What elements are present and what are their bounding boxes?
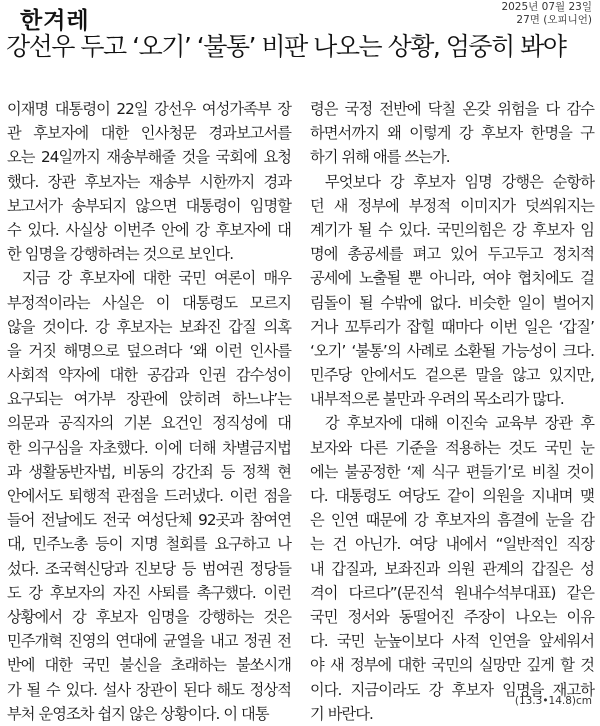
article-line: 명에 총공세를 펴고 있어 두고두고 정치적 bbox=[310, 245, 594, 264]
article-line: 반에 대한 국민 불신을 초래하는 불쏘시개 bbox=[7, 656, 291, 675]
article-line: 도 강 후보자의 자진 사퇴를 촉구했다. 이런 bbox=[7, 583, 291, 602]
article-line: 과 생활동반자법, 비동의 강간죄 등 정책 현 bbox=[7, 462, 291, 481]
article-line: 이다. 지금이라도 강 후보자 임명을 재고하 bbox=[310, 680, 594, 699]
article-line: 오는 24일까지 재송부해줄 것을 국회에 요청 bbox=[7, 148, 291, 167]
article-line: 던 새 정부에 부정적 이미지가 덧씌워지는 bbox=[310, 196, 594, 215]
article-line: 의문과 공직자의 기본 요건인 정직성에 대 bbox=[7, 414, 291, 433]
article-line: 부정적이라는 사실은 이 대통령도 모르지 bbox=[7, 293, 291, 312]
article-line: 지금 강 후보자에 대한 국민 여론이 매우 bbox=[22, 269, 291, 288]
article-line: 한 임명을 강행하려는 것으로 보인다. bbox=[7, 245, 234, 264]
article-line: 했다. 장관 후보자는 재송부 시한까지 경과 bbox=[7, 172, 291, 191]
article-line: 한 의구심을 자초했다. 이에 더해 차별금지법 bbox=[7, 438, 291, 457]
article-line: 에는 불공정한 ‘제 식구 편들기’로 비칠 것이 bbox=[310, 462, 594, 481]
article-line: 내부적으론 불만과 우려의 목소리가 많다. bbox=[310, 390, 564, 409]
article-line: 사회적 약자에 대한 공감과 인권 감수성이 bbox=[7, 366, 291, 385]
article-line: 상황에서 강 후보자 임명을 강행하는 것은 bbox=[7, 607, 291, 626]
publish-date: 2025년 07월 23일 bbox=[501, 1, 592, 13]
article-line: 무엇보다 강 후보자 임명 강행은 순항하 bbox=[325, 172, 594, 191]
article-line: 대, 민주노총 등이 지명 철회를 요구하고 나 bbox=[7, 535, 291, 554]
article-column-right bbox=[310, 97, 594, 726]
article-line: 가 될 수 있다. 설사 장관이 된다 해도 정상적 bbox=[7, 680, 291, 699]
article-line: 다. 대통령도 여당도 같이 의원을 지내며 맺 bbox=[310, 487, 594, 505]
article-line: 격이 다르다”(문진석 원내수석부대표) 같은 bbox=[310, 583, 594, 602]
article-line: 수 있다. 사실상 이번주 안에 강 후보자에 대 bbox=[7, 220, 291, 239]
clipping-size-note: (13.3•14.8)cm bbox=[514, 695, 592, 707]
article-line: 야 새 정부에 대한 국민의 실망만 깊게 할 것 bbox=[310, 656, 594, 675]
page-section: 27면 (오피니언) bbox=[516, 14, 592, 26]
article-line: 공세에 노출될 뿐 아니라, 여야 협치에도 걸 bbox=[310, 269, 594, 288]
article-line: 기 바란다. bbox=[310, 704, 373, 723]
article-line: 않을 것이다. 강 후보자는 보좌진 갑질 의혹 bbox=[7, 317, 291, 336]
article-line: 다. 국민 눈높이보다 사적 인연을 앞세워서 bbox=[310, 632, 594, 651]
article-line: 부처 운영조차 쉽지 않은 상황이다. 이 대통 bbox=[7, 704, 269, 723]
dateline bbox=[501, 1, 592, 27]
article-line: 림돌이 될 수밖에 없다. 비슷한 일이 벌어지 bbox=[310, 293, 594, 312]
article-line: 강 후보자에 대해 이진숙 교육부 장관 후 bbox=[325, 414, 594, 433]
article-line: 하면서까지 왜 이렇게 강 후보자 한명을 구 bbox=[310, 124, 594, 143]
article-line: 섰다. 조국혁신당과 진보당 등 범여권 정당들 bbox=[7, 559, 291, 578]
article-line: 계기가 될 수 있다. 국민의힘은 강 후보자 임 bbox=[310, 220, 594, 239]
article-line: 관 후보자에 대한 인사청문 경과보고서를 bbox=[7, 124, 291, 143]
article-line: 는 건 아닌가. 여당 내에서 “일반적인 직장 bbox=[310, 535, 594, 554]
article-line: 이재명 대통령이 22일 강선우 여성가족부 장 bbox=[7, 100, 291, 118]
article-line: 민주개혁 진영의 연대에 균열을 내고 정권 전 bbox=[7, 632, 291, 651]
article-line: ‘오기’ ‘불통’의 사례로 소환될 가능성이 크다. bbox=[310, 341, 594, 360]
article-line: 은 인연 때문에 강 후보자의 흠결에 눈을 감 bbox=[310, 511, 594, 530]
article-line: 령은 국정 전반에 닥칠 온갖 위험을 다 감수 bbox=[310, 100, 594, 118]
article-line: 거나 꼬투리가 잡힐 때마다 이번 일은 ‘갑질’ bbox=[310, 317, 594, 336]
article-column-left bbox=[7, 97, 291, 726]
article-line: 안에서도 퇴행적 관점을 드러냈다. 이런 점을 bbox=[7, 487, 291, 505]
article-line: 요구되는 여가부 장관에 앉히려 하느냐’는 bbox=[7, 390, 291, 409]
article-line: 들어 전날에도 전국 여성단체 92곳과 참여연 bbox=[7, 511, 291, 530]
article-line: 보자와 다른 기준을 적용하는 것도 국민 눈 bbox=[310, 438, 594, 457]
article-line: 을 거짓 해명으로 덮으려다 ‘왜 이런 인사를 bbox=[7, 341, 291, 360]
article-line: 국민 정서와 동떨어진 주장이 나오는 이유 bbox=[310, 607, 594, 626]
article-line: 민주당 안에서도 겉으론 말을 않고 있지만, bbox=[310, 366, 594, 385]
article-line: 내 갑질과, 보좌진과 의원 관계의 갑질은 성 bbox=[310, 559, 594, 578]
masthead-logo: 한겨레 bbox=[20, 8, 90, 34]
headline: 강선우 두고 ‘오기’ ‘불통’ 비판 나오는 상황, 엄중히 봐야 bbox=[6, 32, 566, 61]
article-line: 하기 위해 애를 쓰는가. bbox=[310, 148, 450, 167]
article-line: 보고서가 송부되지 않으면 대통령이 임명할 bbox=[7, 196, 291, 215]
